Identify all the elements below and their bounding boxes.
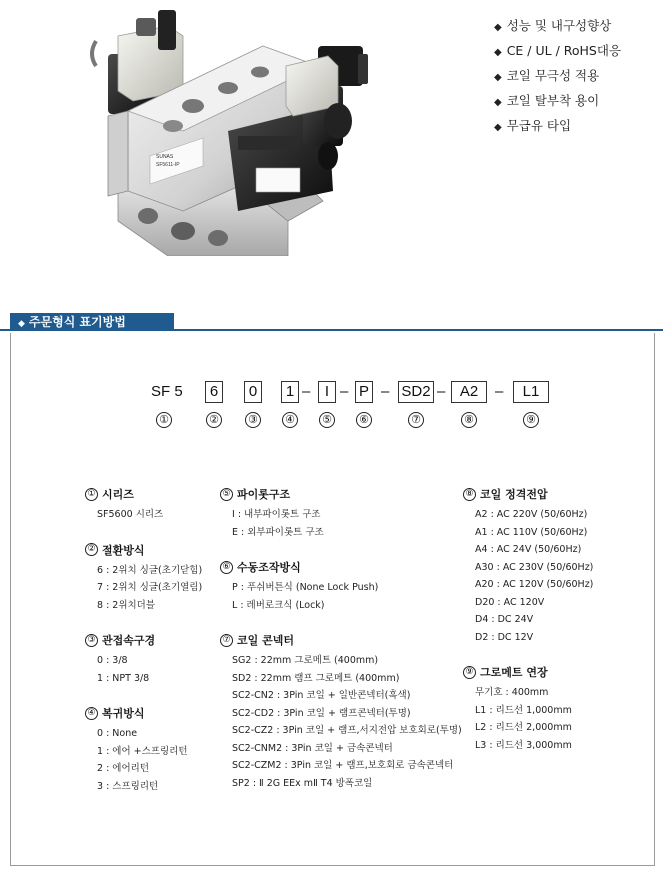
spec-group-switching bbox=[85, 542, 202, 615]
spec-item: A4 : AC 24V (50/60Hz) bbox=[475, 544, 582, 555]
spec-item: I : 내부파이롯트 구조 bbox=[232, 509, 321, 520]
spec-item: 2 : 에어리턴 bbox=[97, 763, 149, 774]
spec-item: 6 : 2위치 싱글(초기닫힘) bbox=[97, 564, 203, 576]
spec-group-title: ③ 관접속구경 bbox=[85, 632, 202, 648]
marker: ⑨ bbox=[463, 666, 476, 679]
feature-item: ◆ 코일 무극성 적용 bbox=[494, 68, 600, 83]
spec-group-port-size bbox=[85, 632, 202, 687]
code-box-pilot: I bbox=[318, 381, 336, 403]
spec-item: SD2 : 22mm 램프 그로메트 (400mm) bbox=[232, 672, 400, 684]
spec-item: A30 : AC 230V (50/60Hz) bbox=[475, 561, 594, 573]
code-box-manual: P bbox=[355, 381, 373, 403]
code-marker: ③ bbox=[245, 412, 261, 428]
spec-group-title: ④ 복귀방식 bbox=[85, 705, 202, 721]
code-box-switching: 6 bbox=[205, 381, 223, 403]
spec-item: A20 : AC 120V (50/60Hz) bbox=[475, 579, 594, 590]
spec-item: A1 : AC 110V (50/60Hz) bbox=[475, 526, 588, 538]
spec-item: SG2 : 22mm 그로메트 (400mm) bbox=[232, 655, 379, 666]
spec-group-return bbox=[85, 705, 202, 795]
section-header bbox=[0, 313, 663, 331]
spec-column-1 bbox=[85, 486, 202, 813]
spec-item: 8 : 2위치더블 bbox=[97, 599, 156, 611]
diamond-bullet-icon: ◆ bbox=[494, 47, 502, 58]
code-dash: – bbox=[437, 383, 446, 400]
spec-column-3 bbox=[463, 486, 593, 772]
section-title: ◆ 주문형식 표기방법 bbox=[10, 313, 174, 331]
spec-item: L : 레버로크식 (Lock) bbox=[232, 599, 325, 611]
code-box-port: 0 bbox=[244, 381, 262, 403]
spec-item: SC2-CD2 : 3Pin 코일 + 램프콘넥터(투명) bbox=[232, 707, 411, 719]
spec-group-title: ⑥ 수동조작방식 bbox=[220, 559, 462, 575]
spec-item: E : 외부파이롯트 구조 bbox=[232, 526, 324, 538]
spec-item: L1 : 리드선 1,000mm bbox=[475, 704, 572, 716]
spec-item: 0 : None bbox=[97, 728, 138, 739]
marker: ① bbox=[85, 488, 98, 501]
marker: ⑦ bbox=[220, 634, 233, 647]
diamond-bullet-icon: ◆ bbox=[18, 319, 25, 329]
marker: ④ bbox=[85, 707, 98, 720]
spec-item: 3 : 스프링리턴 bbox=[97, 780, 159, 792]
code-marker: ⑦ bbox=[408, 412, 424, 428]
spec-item: A2 : AC 220V (50/60Hz) bbox=[475, 509, 588, 520]
code-marker: ① bbox=[156, 412, 172, 428]
feature-item: ◆ 코일 탈부착 용이 bbox=[494, 93, 600, 108]
feature-item: ◆ 무급유 타입 bbox=[494, 118, 572, 133]
diamond-bullet-icon: ◆ bbox=[494, 122, 502, 133]
spec-item: D20 : AC 120V bbox=[475, 596, 545, 608]
spec-item: P : 푸쉬버튼식 (None Lock Push) bbox=[232, 582, 379, 593]
spec-item: 1 : NPT 3/8 bbox=[97, 672, 150, 684]
spec-item: 1 : 에어 +스프링리턴 bbox=[97, 745, 188, 757]
spec-group-pilot bbox=[220, 486, 462, 541]
spec-item: SC2-CNM2 : 3Pin 코일 + 금속콘넥터 bbox=[232, 742, 393, 754]
spec-group-title: ⑤ 파이롯구조 bbox=[220, 486, 462, 502]
code-box-connector: SD2 bbox=[398, 381, 434, 403]
body-label-brand: SUNAS bbox=[156, 154, 174, 160]
code-marker: ⑨ bbox=[523, 412, 539, 428]
code-marker: ④ bbox=[282, 412, 298, 428]
marker: ⑧ bbox=[463, 488, 476, 501]
code-box-voltage: A2 bbox=[451, 381, 487, 403]
code-dash: – bbox=[495, 383, 504, 400]
spec-item: L3 : 리드선 3,000mm bbox=[475, 739, 572, 751]
marker: ③ bbox=[85, 634, 98, 647]
spec-item: SP2 : Ⅱ 2G EEx mⅡ T4 방폭코일 bbox=[232, 777, 373, 789]
code-marker: ⑥ bbox=[356, 412, 372, 428]
spec-item: SF5600 시리즈 bbox=[97, 509, 164, 520]
code-marker: ⑧ bbox=[461, 412, 477, 428]
spec-group-manual bbox=[220, 559, 462, 614]
spec-group-series bbox=[85, 486, 202, 524]
code-dash: – bbox=[302, 383, 311, 400]
spec-group-title: ② 절환방식 bbox=[85, 542, 202, 558]
body-label-model: SF5611-IP bbox=[156, 162, 180, 168]
spec-group-title: ⑧ 코일 정격전압 bbox=[463, 486, 593, 502]
spec-column-2 bbox=[220, 486, 462, 810]
spec-group-title: ⑨ 그로메트 연장 bbox=[463, 664, 593, 680]
spec-item: SC2-CZ2 : 3Pin 코일 + 램프,서지전압 보호회로(투명) bbox=[232, 725, 462, 736]
code-box-return: 1 bbox=[281, 381, 299, 403]
marker: ② bbox=[85, 543, 98, 556]
code-prefix: SF 5 bbox=[151, 383, 183, 400]
code-marker: ② bbox=[206, 412, 222, 428]
code-marker: ⑤ bbox=[319, 412, 335, 428]
diamond-bullet-icon: ◆ bbox=[494, 22, 502, 33]
code-dash: – bbox=[381, 383, 390, 400]
spec-group-connector bbox=[220, 632, 462, 792]
marker: ⑤ bbox=[220, 488, 233, 501]
code-box-grommet: L1 bbox=[513, 381, 549, 403]
spec-item: 0 : 3/8 bbox=[97, 655, 128, 666]
feature-list bbox=[494, 14, 621, 139]
spec-item: 7 : 2위치 싱글(초기열림) bbox=[97, 582, 203, 593]
spec-item: D4 : DC 24V bbox=[475, 614, 534, 625]
product-photo bbox=[88, 6, 388, 256]
code-dash: – bbox=[340, 383, 349, 400]
spec-item: SC2-CZM2 : 3Pin 코일 + 램프,보호회로 금속콘넥터 bbox=[232, 760, 454, 771]
feature-item: ◆ CE / UL / RoHS대응 bbox=[494, 43, 622, 58]
diamond-bullet-icon: ◆ bbox=[494, 97, 502, 108]
marker: ⑥ bbox=[220, 561, 233, 574]
feature-item: ◆ 성능 및 내구성향상 bbox=[494, 18, 612, 33]
spec-item: SC2-CN2 : 3Pin 코일 + 일반콘넥터(흑색) bbox=[232, 690, 411, 701]
spec-group-title: ① 시리즈 bbox=[85, 486, 202, 502]
spec-item: L2 : 리드선 2,000mm bbox=[475, 722, 572, 733]
spec-group-title: ⑦ 코일 콘넥터 bbox=[220, 632, 462, 648]
spec-group-grommet bbox=[463, 664, 593, 754]
diamond-bullet-icon: ◆ bbox=[494, 72, 502, 83]
spec-item: 무기호 : 400mm bbox=[475, 687, 549, 698]
spec-item: D2 : DC 12V bbox=[475, 631, 534, 643]
spec-group-voltage bbox=[463, 486, 593, 646]
